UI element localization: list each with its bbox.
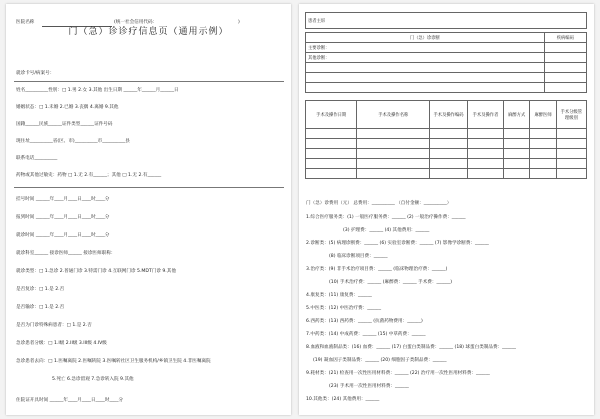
department-doctor-line: 就诊科室______ 接诊医师______ 接诊医师职称： <box>16 251 116 256</box>
fee-line: 1.综合医疗服务类：(1) 一般医疗服务费：______ (2) 一般治疗操作费：______ <box>306 215 466 220</box>
fee-line: (23) 手术用一次性医用材料费：______ <box>329 384 409 389</box>
fee-line: 7.中药类：(14) 中成药费：______ (15) 中草药费：______ <box>306 332 426 337</box>
op-date-header: 手术及操作日期 <box>306 101 357 129</box>
fee-line: 10.其他类：(24) 其他费用：______ <box>306 397 380 402</box>
anesthesia-method-header: 麻醉方式 <box>504 101 530 129</box>
disease-code-header: 疾病编码 <box>544 33 586 43</box>
name-gender-birth-line: 姓名__________性别：□ 1.男 2.女 3.其他 出生日期 ______年______月______日 <box>16 88 179 93</box>
chronic-patient-line: 是否为门诊特殊病患者：□ 1.是 2.否 <box>16 323 92 328</box>
fee-line: 8.血液和血液制品类：(16) 血费：______ (17) 白蛋白类制品费：______ (18) 球蛋白类制品费：______ <box>306 345 516 350</box>
card-number-label: 就诊卡号/病案号： <box>16 71 55 76</box>
op-operator-header: 手术及操作者 <box>468 101 504 129</box>
fee-line: (10) 手术治疗费：______ (麻醉费：______ 手术费：______) <box>329 280 453 285</box>
diagnosis-table <box>305 32 587 93</box>
credit-code-label: (统一社会信用代码： <box>114 20 158 25</box>
patient-destination-line-2: 5.死亡 6.急诊留观 7.急诊转入院 9.其他 <box>52 377 134 382</box>
left-form-page <box>6 4 291 415</box>
referral-line: 是否输诊：□ 1.是 2.否 <box>16 305 65 310</box>
fee-line: 3.治疗类：(9) 非手术治疗项目费：______ (临床物理治疗费：______) <box>306 267 448 272</box>
main-diagnosis-label: 主要诊断： <box>306 43 545 53</box>
revisit-line: 是否复诊：□ 1.是 2.否 <box>16 287 65 292</box>
fee-line: 5.中医类：(12) 中医治疗费：______ <box>306 306 381 311</box>
patient-destination-line: 急诊患者去向：□ 1.医嘱离院 2.医嘱转院 3.医嘱转社区卫生服务机构/乡镇卫生院 4.非医嘱离院 <box>16 359 211 364</box>
fee-line: (8) 临床诊断项目费：______ <box>329 254 388 259</box>
registration-time-line: 挂号时间 ______年____月____日____时____分 <box>16 197 110 202</box>
other-diagnosis-label: 其他诊断： <box>306 53 545 63</box>
close-paren: ) <box>238 20 240 25</box>
visit-time-line: 就诊时间 ______年____月____日____时____分 <box>16 233 110 238</box>
diagnosis-header: 门（急）诊诊断 <box>306 33 545 43</box>
allergy-line: 药物或其他过敏史：药物 □ 1.无 2.有______；其他 □ 1.无 2.有______ <box>16 173 162 178</box>
address-line: 现住址__________省(区、市)__________市__________县 <box>16 139 130 144</box>
nationality-line: 国籍______民族______证件类型______证件号码 <box>16 122 113 127</box>
op-code-header: 手术及操作编码 <box>430 101 468 129</box>
complaint-label: 患者主诉 <box>306 13 587 29</box>
complaint-table <box>305 12 587 29</box>
divider <box>14 81 284 82</box>
form-title: 门（急）诊诊疗信息页（通用示例） <box>68 27 229 37</box>
phone-line: 联系电话__________ <box>16 156 58 161</box>
fee-line: 6.西药类：(13) 西药费：______ (抗菌药物费用：______) <box>306 319 423 324</box>
fee-line: 2.诊断类：(5) 病理诊断费：______ (6) 实验室诊断费：______ (7) 影像学诊断费：______ <box>306 241 489 246</box>
anesthetist-header: 麻醉医师 <box>530 101 556 129</box>
op-name-header: 手术及操作名称 <box>357 101 430 129</box>
op-grade-header: 手术分级管理级别 <box>556 101 586 129</box>
fee-line: (19) 凝血因子类制品费：______ (20) 细胞因子类制品费：______ <box>313 358 447 363</box>
right-form-page <box>299 4 594 415</box>
triage-level-line: 急诊患者分级：□ 1.I级 2.II级 3.III级 4.IV级 <box>16 341 107 346</box>
arrival-time-line: 报到时间 ______年____月____日____时____分 <box>16 215 110 220</box>
fee-header: 门（急）诊费用（元） 总费用：__________ （自付金额：__________） <box>306 201 452 206</box>
admission-cert-time-line: 住院证开具时间 ______年____月____日____时____分 <box>16 398 124 403</box>
marital-status-line: 婚姻状态：□ 1.未婚 2.已婚 3.丧偶 4.离婚 9.其他 <box>16 105 119 110</box>
fee-line: 9.耗材类：(21) 检查用一次性医用材料费：______ (22) 治疗用一次性医用材料费：______ <box>306 371 490 376</box>
operation-table <box>305 100 587 179</box>
org-name-label: 医院名称 <box>16 20 35 25</box>
visit-type-line: 就诊类型：□ 1.急诊 2.普通门诊 3.特需门诊 4.互联网门诊 5.MDT门诊 9.其他 <box>16 269 176 274</box>
divider <box>14 187 284 188</box>
fee-line: (3) 护理费：______ (4) 其他费用：______ <box>343 228 430 233</box>
fee-line: 4.康复类：(11) 康复费：______ <box>306 293 372 298</box>
